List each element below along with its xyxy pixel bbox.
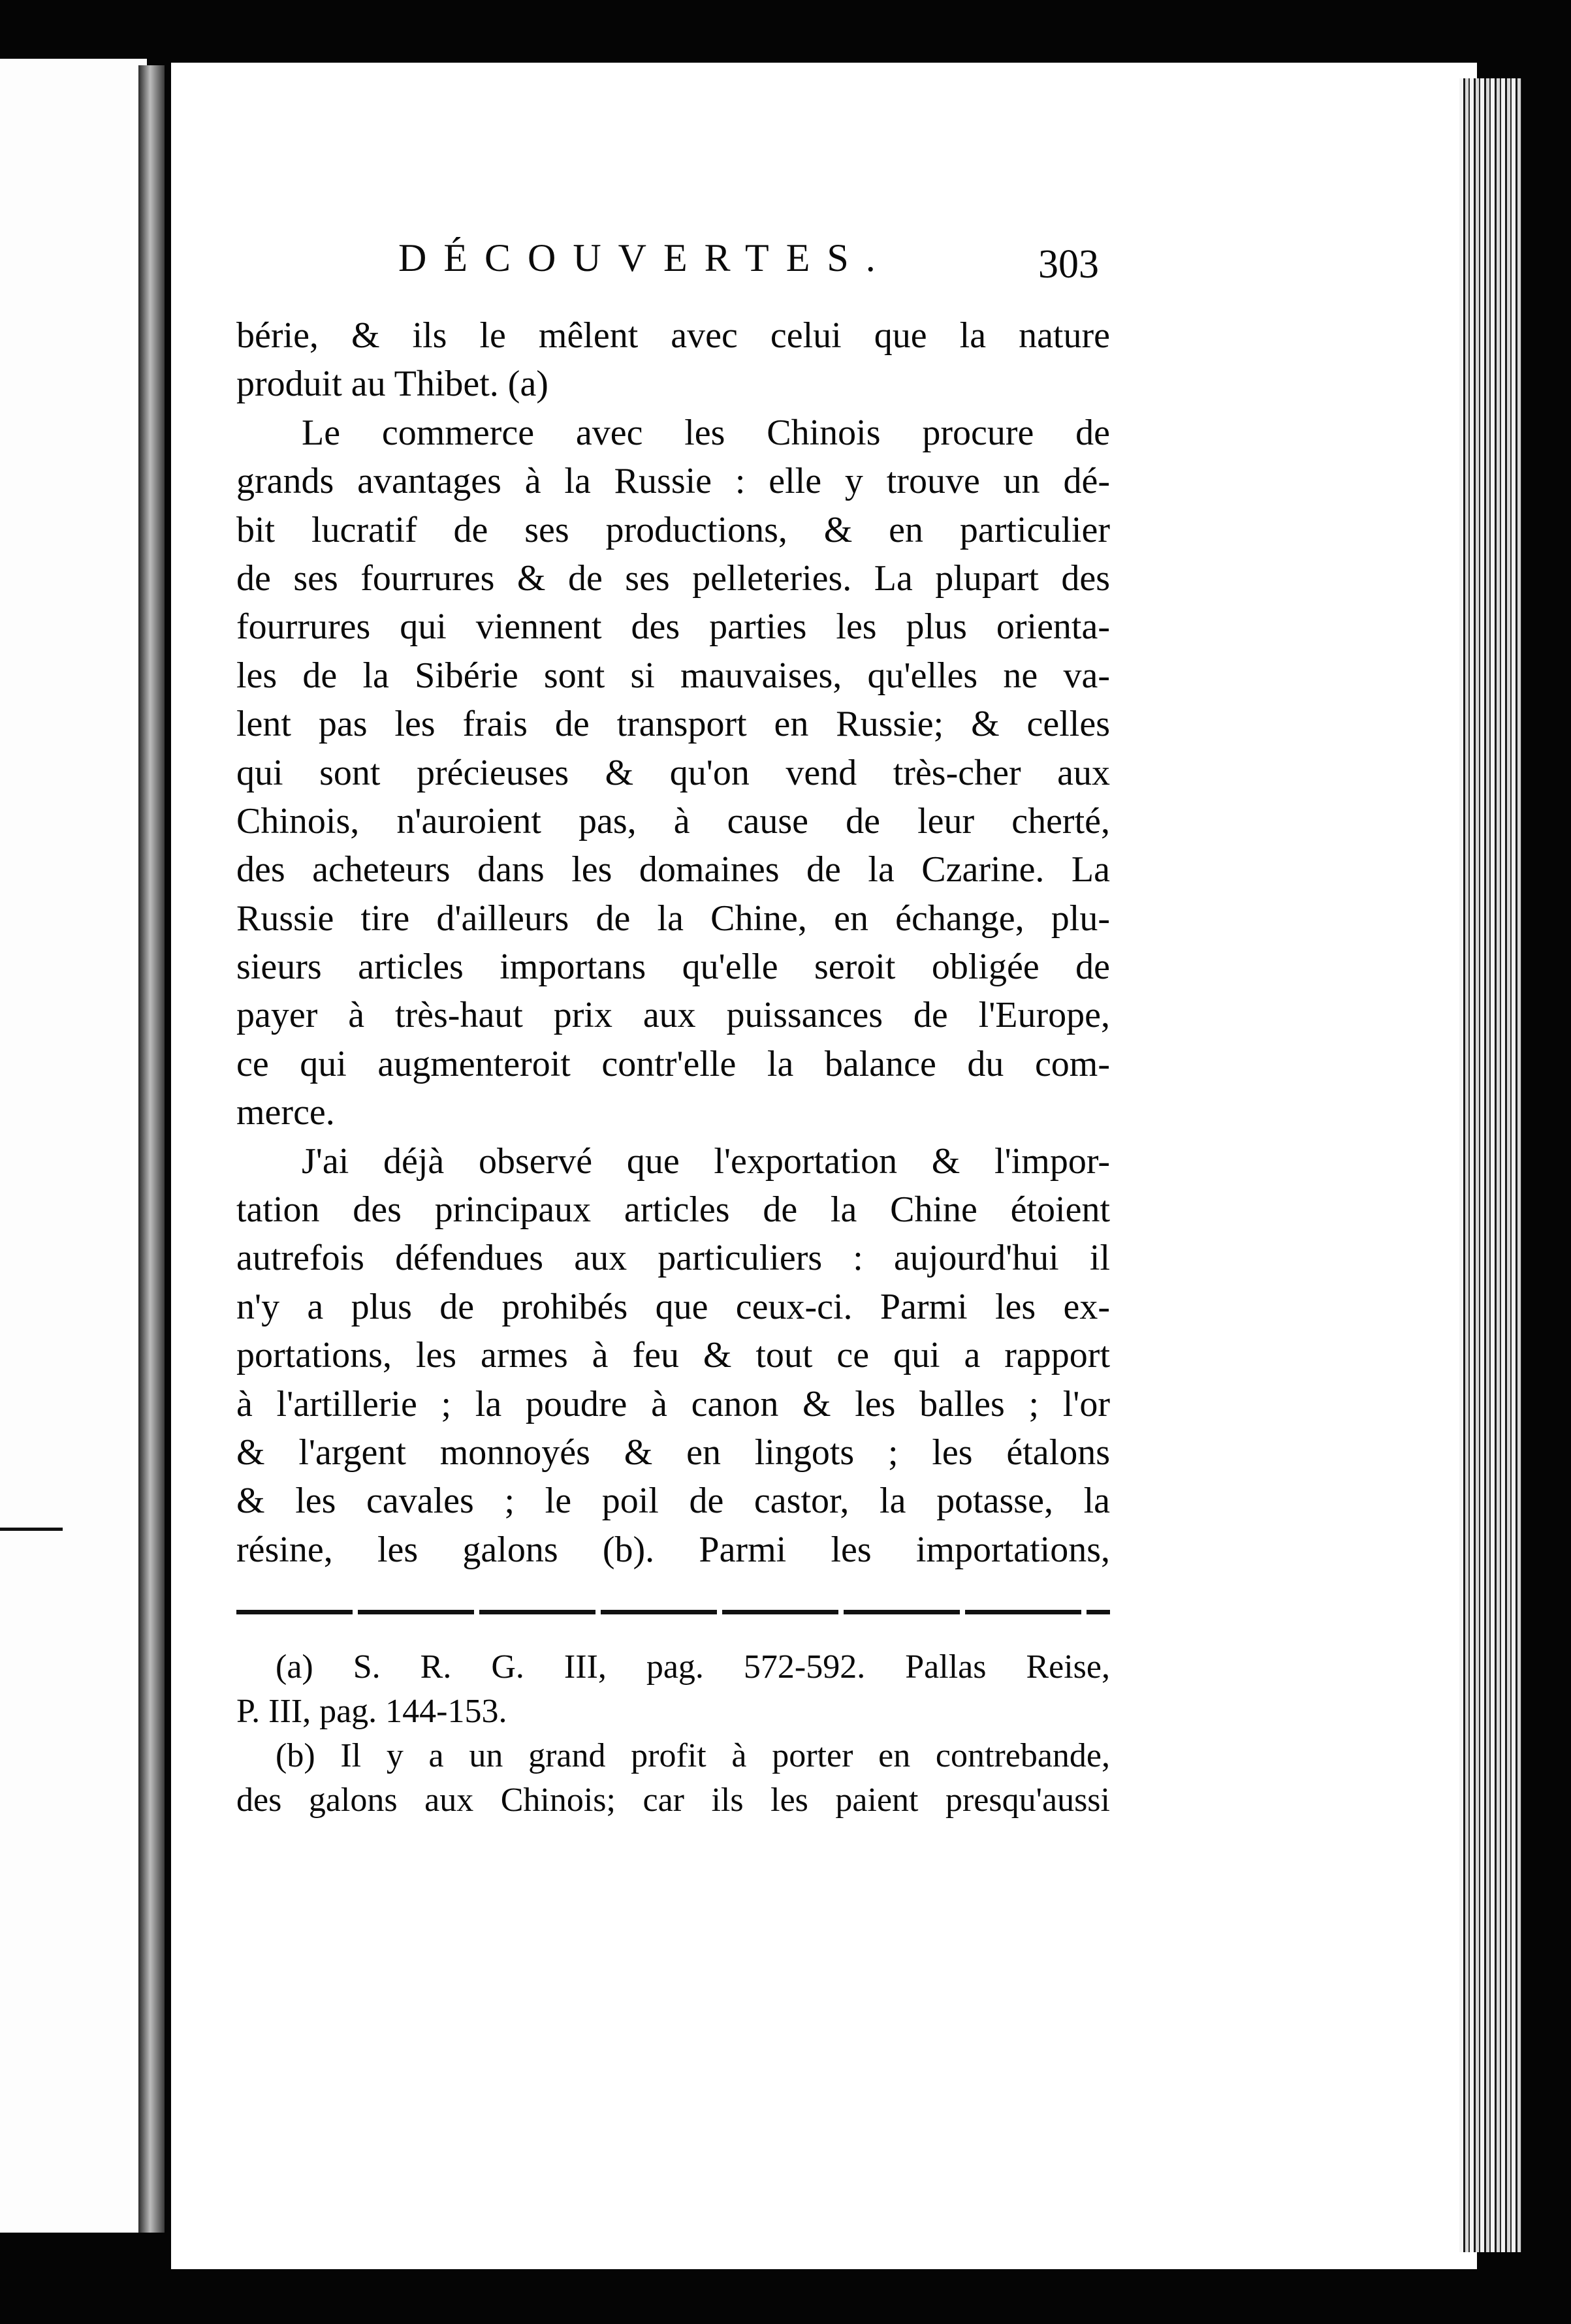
footnote-line: (b) Il y a un grand profit à porter en contrebande, — [276, 1737, 1110, 1774]
body-text — [236, 311, 1110, 1574]
text-line: ce qui augmenteroit contr'elle la balance du com- — [236, 1043, 1110, 1084]
text-line: Le commerce avec les Chinois procure de — [302, 412, 1110, 453]
text-line: & les cavales ; le poil de castor, la potasse, la — [236, 1481, 1110, 1522]
text-line: de ses fourrures & de ses pelleteries. La plupart des — [236, 557, 1110, 599]
text-line: des acheteurs dans les domaines de la Czarine. La — [236, 849, 1110, 890]
text-line: à l'artillerie ; la poudre à canon & les balles ; l'or — [236, 1383, 1110, 1424]
running-head: DÉCOUVERTES. — [398, 236, 893, 279]
text-line: sieurs articles importans qu'elle seroit obligée de — [236, 947, 1110, 988]
text-line: n'y a plus de prohibés que ceux-ci. Parmi les ex- — [236, 1286, 1110, 1327]
text-line: grands avantages à la Russie : elle y trouve un dé- — [236, 461, 1110, 502]
text-line: autrefois défendues aux particuliers : aujourd'hui il — [236, 1238, 1110, 1279]
text-line: résine, les galons (b). Parmi les importations, — [236, 1529, 1110, 1570]
text-line: bit lucratif de ses productions, & en particulier — [236, 509, 1110, 550]
page-edges — [1459, 78, 1521, 2252]
text-line: fourrures qui viennent des parties les plus orienta- — [236, 606, 1110, 648]
text-line: Chinois, n'auroient pas, à cause de leur cherté, — [236, 800, 1110, 841]
text-line: bérie, & ils le mêlent avec celui que la nature — [236, 315, 1110, 356]
text-line: qui sont précieuses & qu'on vend très-cher aux — [236, 752, 1110, 793]
text-line: tation des principaux articles de la Chine étoient — [236, 1189, 1110, 1231]
text-line: les de la Sibérie sont si mauvaises, qu'elles ne va- — [236, 655, 1110, 696]
facing-page-rule — [0, 1528, 63, 1531]
text-line: J'ai déjà observé que l'exportation & l'impor- — [302, 1140, 1110, 1182]
text-line: payer à très-haut prix aux puissances de l'Europe, — [236, 995, 1110, 1036]
text-line: Russie tire d'ailleurs de la Chine, en échange, plu- — [236, 898, 1110, 939]
footnotes — [236, 1645, 1110, 1823]
footnote-line: des galons aux Chinois; car ils les paient presqu'aussi — [236, 1782, 1110, 1819]
page-number: 303 — [1038, 242, 1099, 287]
footnote-line: P. III, pag. 144-153. — [236, 1693, 507, 1730]
text-line: lent pas les frais de transport en Russie; & celles — [236, 704, 1110, 745]
footnote-line: (a) S. R. G. III, pag. 572-592. Pallas Reise, — [276, 1648, 1110, 1686]
footnote-separator — [236, 1610, 1110, 1614]
text-line: merce. — [236, 1092, 335, 1133]
text-line: & l'argent monnoyés & en lingots ; les étalons — [236, 1432, 1110, 1473]
text-line: produit au Thibet. (a) — [236, 364, 548, 405]
text-line: portations, les armes à feu & tout ce qui a rapport — [236, 1335, 1110, 1376]
